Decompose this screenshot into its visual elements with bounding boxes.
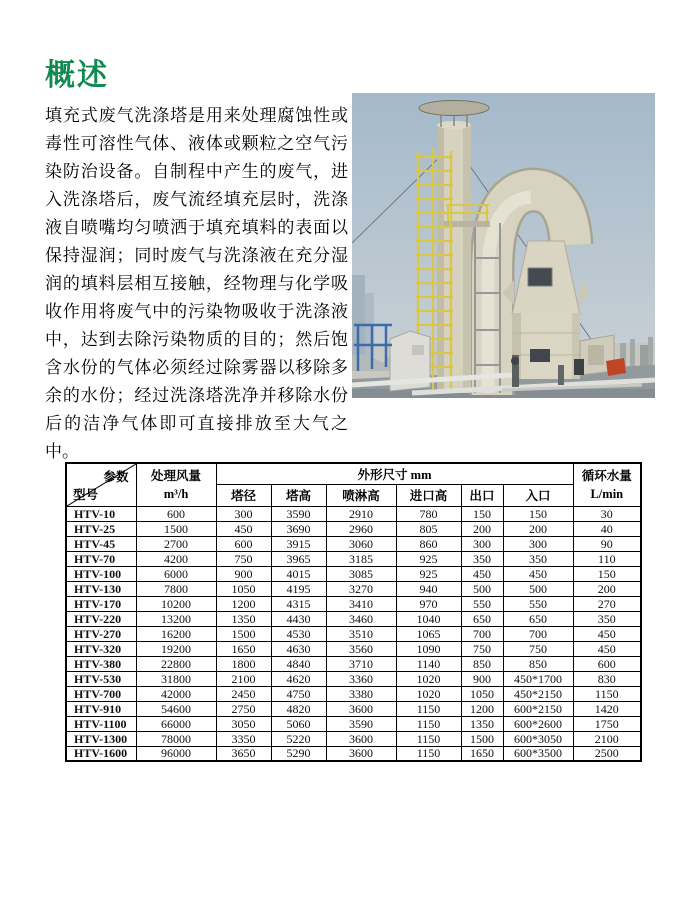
value-cell: 450 bbox=[216, 521, 271, 536]
value-cell: 270 bbox=[573, 596, 641, 611]
value-cell: 350 bbox=[573, 611, 641, 626]
table-row bbox=[66, 731, 641, 746]
value-cell: 3560 bbox=[326, 641, 396, 656]
value-cell: 1200 bbox=[461, 701, 503, 716]
value-cell: 4195 bbox=[271, 581, 326, 596]
value-cell: 2450 bbox=[216, 686, 271, 701]
value-cell: 3410 bbox=[326, 596, 396, 611]
value-cell: 3965 bbox=[271, 551, 326, 566]
value-cell: 925 bbox=[396, 566, 461, 581]
value-cell: 1350 bbox=[216, 611, 271, 626]
value-cell: 4840 bbox=[271, 656, 326, 671]
value-cell: 3350 bbox=[216, 731, 271, 746]
value-cell: 450 bbox=[461, 566, 503, 581]
value-cell: 3185 bbox=[326, 551, 396, 566]
table-row bbox=[66, 656, 641, 671]
value-cell: 1020 bbox=[396, 686, 461, 701]
table-row bbox=[66, 671, 641, 686]
value-cell: 900 bbox=[216, 566, 271, 581]
value-cell: 1150 bbox=[396, 716, 461, 731]
value-cell: 1065 bbox=[396, 626, 461, 641]
table-row bbox=[66, 701, 641, 716]
value-cell: 3590 bbox=[271, 506, 326, 521]
value-cell: 4820 bbox=[271, 701, 326, 716]
value-cell: 3590 bbox=[326, 716, 396, 731]
airflow-unit: m³/h bbox=[163, 486, 189, 501]
value-cell: 66000 bbox=[136, 716, 216, 731]
value-cell: 925 bbox=[396, 551, 461, 566]
value-cell: 2960 bbox=[326, 521, 396, 536]
value-cell: 4630 bbox=[271, 641, 326, 656]
value-cell: 350 bbox=[461, 551, 503, 566]
value-cell: 3650 bbox=[216, 746, 271, 761]
model-cell: HTV-100 bbox=[66, 566, 136, 581]
value-cell: 450 bbox=[503, 566, 573, 581]
value-cell: 750 bbox=[461, 641, 503, 656]
table-row bbox=[66, 536, 641, 551]
value-cell: 600*2600 bbox=[503, 716, 573, 731]
table-row bbox=[66, 596, 641, 611]
value-cell: 805 bbox=[396, 521, 461, 536]
value-cell: 550 bbox=[461, 596, 503, 611]
model-cell: HTV-910 bbox=[66, 701, 136, 716]
value-cell: 1500 bbox=[461, 731, 503, 746]
value-cell: 1020 bbox=[396, 671, 461, 686]
value-cell: 150 bbox=[461, 506, 503, 521]
value-cell: 600*3500 bbox=[503, 746, 573, 761]
value-cell: 1150 bbox=[396, 701, 461, 716]
table-row bbox=[66, 716, 641, 731]
equipment-photo bbox=[352, 93, 655, 398]
table-row bbox=[66, 581, 641, 596]
value-cell: 450*1700 bbox=[503, 671, 573, 686]
value-cell: 450*2150 bbox=[503, 686, 573, 701]
value-cell: 600*3050 bbox=[503, 731, 573, 746]
value-cell: 500 bbox=[503, 581, 573, 596]
value-cell: 4200 bbox=[136, 551, 216, 566]
value-cell: 300 bbox=[461, 536, 503, 551]
value-cell: 1500 bbox=[136, 521, 216, 536]
value-cell: 1150 bbox=[396, 731, 461, 746]
value-cell: 3380 bbox=[326, 686, 396, 701]
value-cell: 4015 bbox=[271, 566, 326, 581]
value-cell: 22800 bbox=[136, 656, 216, 671]
model-cell: HTV-45 bbox=[66, 536, 136, 551]
value-cell: 940 bbox=[396, 581, 461, 596]
value-cell: 850 bbox=[503, 656, 573, 671]
value-cell: 54600 bbox=[136, 701, 216, 716]
water-unit: L/min bbox=[590, 486, 624, 501]
col-header-spray-height: 喷淋高 bbox=[326, 484, 396, 506]
param-label: 参数 bbox=[103, 470, 129, 484]
value-cell: 96000 bbox=[136, 746, 216, 761]
col-header-inlet: 入口 bbox=[503, 484, 573, 506]
value-cell: 4315 bbox=[271, 596, 326, 611]
value-cell: 300 bbox=[503, 536, 573, 551]
value-cell: 3600 bbox=[326, 701, 396, 716]
airflow-label: 处理风量 bbox=[150, 468, 201, 483]
value-cell: 4750 bbox=[271, 686, 326, 701]
value-cell: 3690 bbox=[271, 521, 326, 536]
value-cell: 1420 bbox=[573, 701, 641, 716]
value-cell: 780 bbox=[396, 506, 461, 521]
value-cell: 1150 bbox=[396, 746, 461, 761]
value-cell: 3710 bbox=[326, 656, 396, 671]
value-cell: 4530 bbox=[271, 626, 326, 641]
value-cell: 450 bbox=[573, 641, 641, 656]
value-cell: 600 bbox=[573, 656, 641, 671]
value-cell: 2750 bbox=[216, 701, 271, 716]
value-cell: 850 bbox=[461, 656, 503, 671]
value-cell: 19200 bbox=[136, 641, 216, 656]
value-cell: 970 bbox=[396, 596, 461, 611]
value-cell: 3085 bbox=[326, 566, 396, 581]
model-cell: HTV-320 bbox=[66, 641, 136, 656]
value-cell: 1040 bbox=[396, 611, 461, 626]
value-cell: 600 bbox=[216, 536, 271, 551]
value-cell: 900 bbox=[461, 671, 503, 686]
value-cell: 600*2150 bbox=[503, 701, 573, 716]
table-row bbox=[66, 746, 641, 761]
value-cell: 10200 bbox=[136, 596, 216, 611]
value-cell: 750 bbox=[216, 551, 271, 566]
value-cell: 1150 bbox=[573, 686, 641, 701]
value-cell: 3915 bbox=[271, 536, 326, 551]
value-cell: 1500 bbox=[216, 626, 271, 641]
value-cell: 3060 bbox=[326, 536, 396, 551]
value-cell: 2100 bbox=[573, 731, 641, 746]
table-row bbox=[66, 566, 641, 581]
airflow-header bbox=[136, 463, 216, 506]
table-row bbox=[66, 686, 641, 701]
value-cell: 30 bbox=[573, 506, 641, 521]
value-cell: 4620 bbox=[271, 671, 326, 686]
scrubber-photo-illustration bbox=[352, 93, 655, 398]
value-cell: 3270 bbox=[326, 581, 396, 596]
value-cell: 16200 bbox=[136, 626, 216, 641]
value-cell: 500 bbox=[461, 581, 503, 596]
value-cell: 650 bbox=[461, 611, 503, 626]
value-cell: 5220 bbox=[271, 731, 326, 746]
value-cell: 600 bbox=[136, 506, 216, 521]
model-cell: HTV-170 bbox=[66, 596, 136, 611]
value-cell: 5060 bbox=[271, 716, 326, 731]
red-equipment bbox=[606, 358, 626, 376]
value-cell: 300 bbox=[216, 506, 271, 521]
model-cell: HTV-70 bbox=[66, 551, 136, 566]
intro-paragraph: 填充式废气洗涤塔是用来处理腐蚀性或毒性可溶性气体、液体或颗粒之空气污染防治设备。自制程中产生的废气，进入洗涤塔后，废气流经填充层时，洗涤液自喷嘴均匀喷洒于填充填料的表面以保持湿润；同时废气与洗涤液在充分湿润的填料层相互接触，经物理与化学吸收作用将废气中的污染物吸收于洗涤液中，达到去除污染物质的目的；然后饱含水份的气体必须经过除雾器以移除多余的水份；经过洗涤塔洗净并移除水份后的洁净气体即可直接排放至大气之中。 bbox=[45, 106, 348, 461]
header-row-1 bbox=[66, 463, 641, 484]
value-cell: 42000 bbox=[136, 686, 216, 701]
page-title: 概述 bbox=[45, 59, 109, 92]
value-cell: 200 bbox=[503, 521, 573, 536]
value-cell: 31800 bbox=[136, 671, 216, 686]
col-header-outlet: 出口 bbox=[461, 484, 503, 506]
value-cell: 2500 bbox=[573, 746, 641, 761]
col-header-inlet-height: 进口高 bbox=[396, 484, 461, 506]
value-cell: 1650 bbox=[461, 746, 503, 761]
model-cell: HTV-1300 bbox=[66, 731, 136, 746]
water-label: 循环水量 bbox=[581, 468, 632, 483]
value-cell: 1350 bbox=[461, 716, 503, 731]
dims-group-header: 外形尺寸 mm bbox=[216, 463, 573, 484]
param-model-header bbox=[66, 463, 136, 506]
value-cell: 700 bbox=[461, 626, 503, 641]
value-cell: 1750 bbox=[573, 716, 641, 731]
model-cell: HTV-700 bbox=[66, 686, 136, 701]
value-cell: 450 bbox=[573, 626, 641, 641]
water-header bbox=[573, 463, 641, 506]
col-header-tower-height: 塔高 bbox=[271, 484, 326, 506]
value-cell: 6000 bbox=[136, 566, 216, 581]
model-label: 型号 bbox=[73, 487, 99, 502]
model-cell: HTV-380 bbox=[66, 656, 136, 671]
value-cell: 1050 bbox=[216, 581, 271, 596]
value-cell: 1090 bbox=[396, 641, 461, 656]
table-row bbox=[66, 506, 641, 521]
value-cell: 5290 bbox=[271, 746, 326, 761]
table-row bbox=[66, 521, 641, 536]
model-cell: HTV-130 bbox=[66, 581, 136, 596]
value-cell: 1050 bbox=[461, 686, 503, 701]
value-cell: 1800 bbox=[216, 656, 271, 671]
spec-table bbox=[65, 462, 642, 762]
value-cell: 1200 bbox=[216, 596, 271, 611]
value-cell: 78000 bbox=[136, 731, 216, 746]
model-cell: HTV-25 bbox=[66, 521, 136, 536]
model-cell: HTV-270 bbox=[66, 626, 136, 641]
table-row bbox=[66, 641, 641, 656]
value-cell: 1140 bbox=[396, 656, 461, 671]
value-cell: 750 bbox=[503, 641, 573, 656]
model-cell: HTV-1600 bbox=[66, 746, 136, 761]
value-cell: 40 bbox=[573, 521, 641, 536]
value-cell: 200 bbox=[461, 521, 503, 536]
model-cell: HTV-1100 bbox=[66, 716, 136, 731]
value-cell: 650 bbox=[503, 611, 573, 626]
col-header-tower-diameter: 塔径 bbox=[216, 484, 271, 506]
value-cell: 550 bbox=[503, 596, 573, 611]
value-cell: 90 bbox=[573, 536, 641, 551]
value-cell: 3360 bbox=[326, 671, 396, 686]
value-cell: 3050 bbox=[216, 716, 271, 731]
table-row bbox=[66, 551, 641, 566]
value-cell: 3600 bbox=[326, 746, 396, 761]
value-cell: 110 bbox=[573, 551, 641, 566]
value-cell: 2910 bbox=[326, 506, 396, 521]
value-cell: 2700 bbox=[136, 536, 216, 551]
value-cell: 860 bbox=[396, 536, 461, 551]
value-cell: 13200 bbox=[136, 611, 216, 626]
value-cell: 350 bbox=[503, 551, 573, 566]
spec-table-section bbox=[65, 462, 642, 762]
value-cell: 3510 bbox=[326, 626, 396, 641]
value-cell: 150 bbox=[573, 566, 641, 581]
spec-table-body bbox=[66, 506, 641, 761]
value-cell: 830 bbox=[573, 671, 641, 686]
value-cell: 3460 bbox=[326, 611, 396, 626]
model-cell: HTV-10 bbox=[66, 506, 136, 521]
value-cell: 200 bbox=[573, 581, 641, 596]
value-cell: 3600 bbox=[326, 731, 396, 746]
model-cell: HTV-220 bbox=[66, 611, 136, 626]
table-row bbox=[66, 611, 641, 626]
value-cell: 700 bbox=[503, 626, 573, 641]
value-cell: 2100 bbox=[216, 671, 271, 686]
table-row bbox=[66, 626, 641, 641]
value-cell: 7800 bbox=[136, 581, 216, 596]
value-cell: 150 bbox=[503, 506, 573, 521]
value-cell: 1650 bbox=[216, 641, 271, 656]
value-cell: 4430 bbox=[271, 611, 326, 626]
model-cell: HTV-530 bbox=[66, 671, 136, 686]
